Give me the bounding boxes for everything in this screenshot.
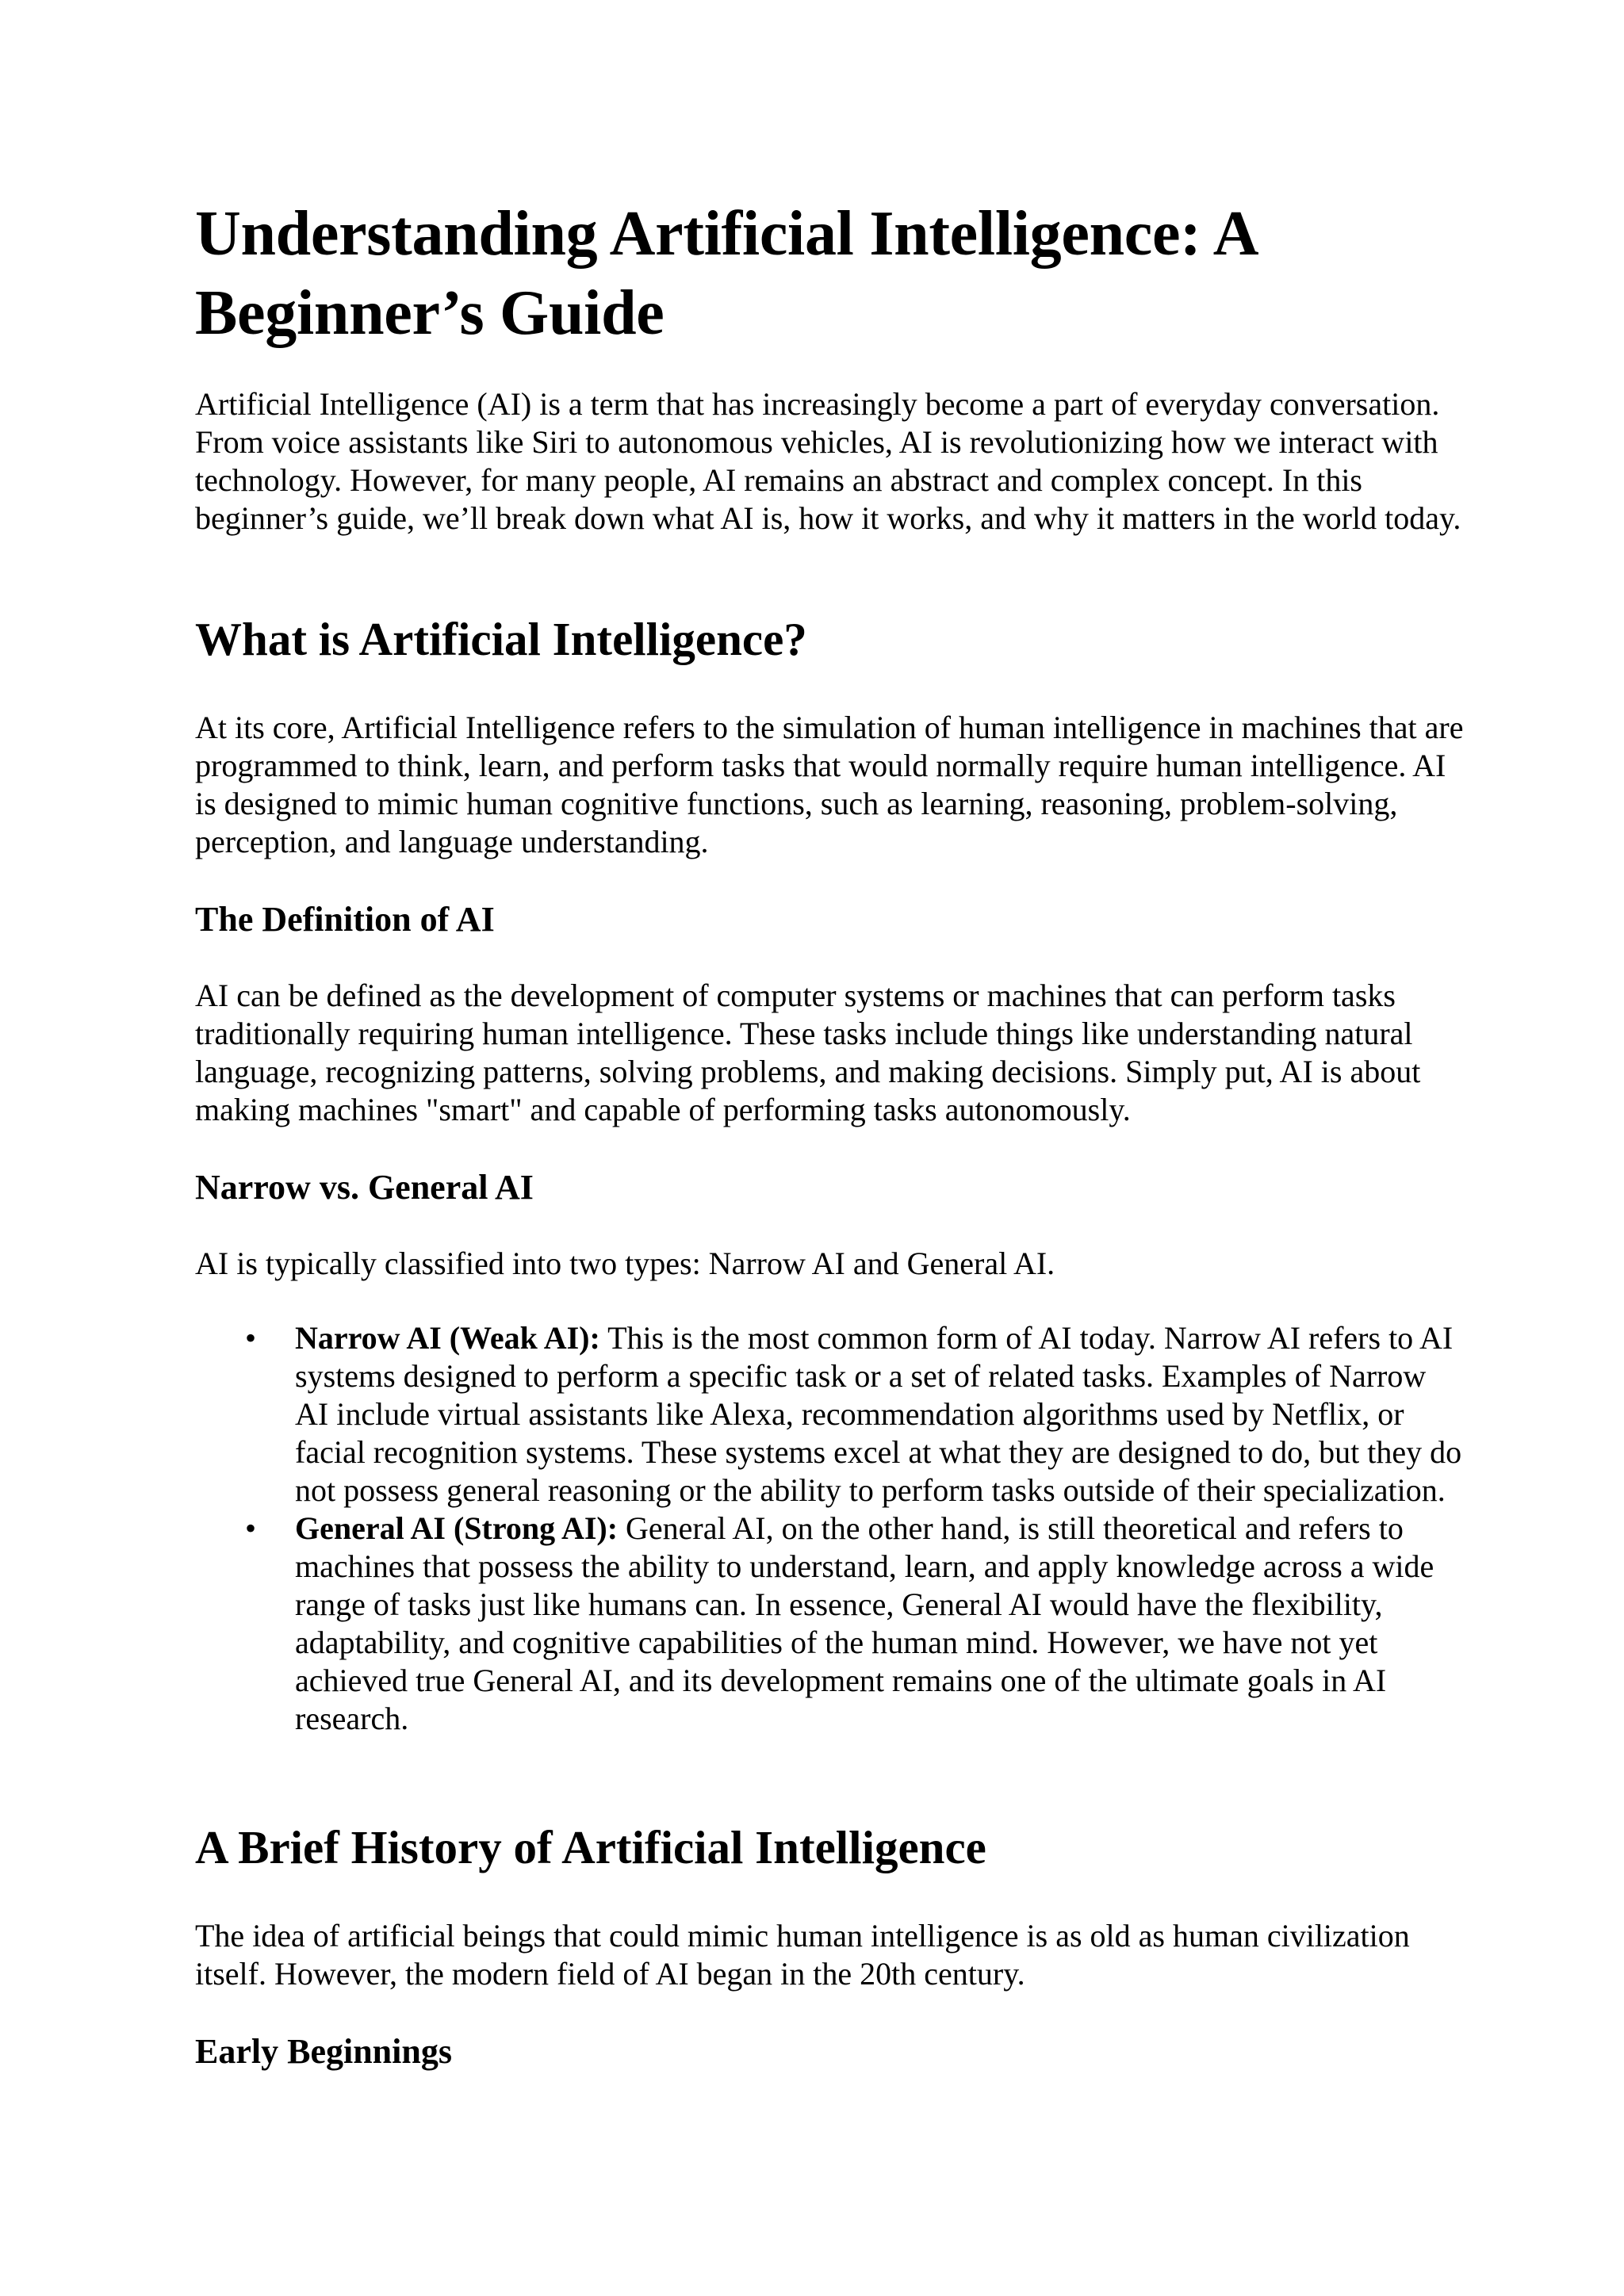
bullet-icon: • bbox=[245, 1510, 257, 1546]
what-is-ai-paragraph: At its core, Artificial Intelligence refers to the simulation of human intelligence in machines that are programmed to think, learn, and perform tasks that would normally require human intelligence. AI is designed to mimic human cognitive functions, such as learning, reasoning, problem-solving, perception, and language understanding. bbox=[195, 710, 1464, 859]
heading-history-of-ai: A Brief History of Artificial Intelligence bbox=[195, 1821, 986, 1873]
list-item-narrow-ai bbox=[195, 1319, 1464, 1510]
list-item-general-ai bbox=[195, 1510, 1464, 1738]
heading-what-is-ai: What is Artificial Intelligence? bbox=[195, 613, 807, 665]
history-paragraph: The idea of artificial beings that could mimic human intelligence is as old as human civilization itself. However, the modern field of AI began in the 20th century. bbox=[195, 1918, 1410, 1992]
list-item-text: This is the most common form of AI today. Narrow AI refers to AI systems designed to perform a specific task or a set of related tasks. Examples of Narrow AI include virtual assistants like Alexa, recommendation algorithms used by Netflix, or facial recognition systems. These systems excel at what they are designed to do, but they do not possess general reasoning or the ability to perform tasks outside of their specialization. bbox=[295, 1320, 1462, 1508]
bullet-icon: • bbox=[245, 1320, 257, 1356]
definition-paragraph: AI can be defined as the development of computer systems or machines that can perform tasks traditionally requiring human intelligence. These tasks include things like understanding natural language, recognizing patterns, solving problems, and making decisions. Simply put, AI is about making machines "smart" and capable of performing tasks autonomously. bbox=[195, 978, 1421, 1127]
list-item-text: General AI, on the other hand, is still theoretical and refers to machines that possess the ability to understand, learn, and apply knowledge across a wide range of tasks just like humans can. In essence, General AI would have the flexibility, adaptability, and cognitive capabilities of the human mind. However, we have not yet achieved true General AI, and its development remains one of the ultimate goals in AI research. bbox=[295, 1510, 1434, 1736]
intro-paragraph: Artificial Intelligence (AI) is a term that has increasingly become a part of everyday conversation. From voice assistants like Siri to autonomous vehicles, AI is revolutionizing how we interact with technology. However, for many people, AI remains an abstract and complex concept. In this beginner’s guide, we’ll break down what AI is, how it works, and why it matters in the world today. bbox=[195, 386, 1461, 536]
narrow-general-intro: AI is typically classified into two types: Narrow AI and General AI. bbox=[195, 1246, 1055, 1281]
heading-early-beginnings: Early Beginnings bbox=[195, 2032, 452, 2071]
document-title: Understanding Artificial Intelligence: A Beginner’s Guide bbox=[195, 199, 1255, 348]
heading-definition-of-ai: The Definition of AI bbox=[195, 900, 495, 939]
ai-types-list bbox=[195, 1319, 1464, 1738]
list-item-term: General AI (Strong AI): bbox=[295, 1510, 619, 1546]
heading-narrow-vs-general: Narrow vs. General AI bbox=[195, 1168, 534, 1207]
list-item-term: Narrow AI (Weak AI): bbox=[295, 1320, 600, 1356]
